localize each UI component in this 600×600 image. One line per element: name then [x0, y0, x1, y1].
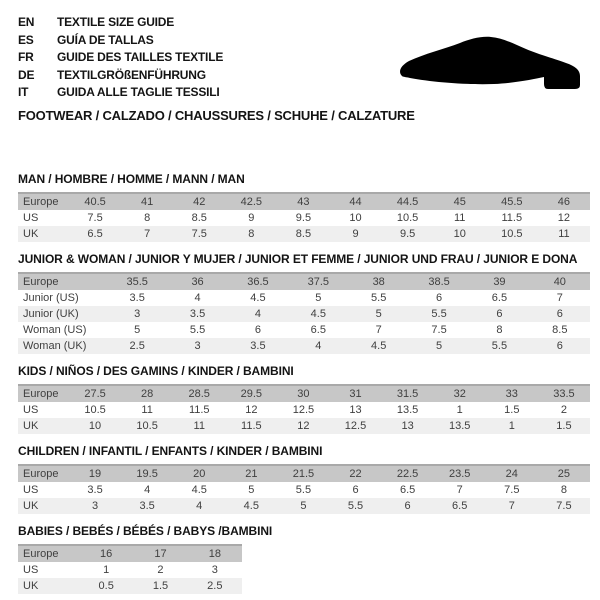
table-row	[18, 578, 242, 594]
size-cell: 33	[505, 387, 518, 400]
size-cell: 42	[193, 195, 206, 208]
language-title: TEXTILE SIZE GUIDE	[57, 15, 175, 29]
size-cell: 6	[436, 291, 443, 304]
row-label: Europe	[23, 195, 59, 208]
size-cell: 22	[349, 467, 362, 480]
size-table	[18, 464, 590, 514]
size-cell: 2.5	[207, 579, 223, 592]
size-table-section	[18, 524, 600, 594]
size-cell: 12	[557, 211, 571, 224]
size-cell: 10	[453, 227, 466, 240]
size-cell: 6.5	[87, 227, 103, 240]
size-cell: 40.5	[84, 195, 106, 208]
size-cell: 45	[453, 195, 466, 208]
size-cell: 7.5	[556, 499, 572, 512]
size-cell: 45.5	[501, 195, 523, 208]
row-label: UK	[23, 579, 39, 592]
size-cell: 43	[297, 195, 310, 208]
row-label: Europe	[23, 467, 59, 480]
size-cell: 9	[352, 227, 359, 240]
size-cell: 4.5	[371, 339, 387, 352]
table-title: MAN / HOMBRE / HOMME / MANN / MAN	[18, 171, 245, 186]
row-label: Europe	[23, 387, 59, 400]
size-cell: 10.5	[501, 227, 523, 240]
row-label: Junior (UK)	[23, 307, 79, 320]
size-cell: 10.5	[84, 403, 106, 416]
size-cell: 41	[141, 195, 154, 208]
size-cell: 7.5	[431, 323, 447, 336]
size-cell: 11.5	[188, 403, 210, 416]
size-cell: 3.5	[250, 339, 266, 352]
language-title: GUIDE DES TAILLES TEXTILE	[57, 50, 224, 64]
size-cell: 5.5	[189, 323, 206, 336]
size-cell: 37.5	[307, 275, 330, 288]
size-cell: 6	[254, 323, 261, 336]
table-row	[18, 290, 590, 306]
size-cell: 2	[157, 563, 164, 576]
size-cell: 46	[557, 195, 571, 208]
size-cell: 25	[557, 467, 571, 480]
size-cell: 12.5	[292, 403, 315, 416]
row-label: US	[23, 483, 39, 496]
size-cell: 31.5	[396, 387, 419, 400]
size-cell: 1.5	[556, 419, 572, 432]
size-cell: 4	[194, 291, 201, 304]
size-cell: 6.5	[310, 323, 326, 336]
size-cell: 44	[349, 195, 362, 208]
size-cell: 24	[505, 467, 518, 480]
size-cell: 23.5	[448, 467, 471, 480]
size-cell: 12.5	[344, 419, 367, 432]
size-cell: 21.5	[292, 467, 315, 480]
size-tables	[18, 172, 600, 594]
size-cell: 44.5	[396, 195, 419, 208]
size-cell: 19.5	[136, 467, 158, 480]
size-cell: 6	[556, 339, 563, 352]
size-cell: 5	[375, 307, 382, 320]
size-table-section	[18, 252, 600, 354]
category-line: FOOTWEAR / CALZADO / CHAUSSURES / SCHUHE / CALZATURE	[18, 107, 415, 123]
language-row	[18, 14, 600, 32]
row-label: Junior (US)	[23, 291, 79, 304]
size-cell: 8	[560, 483, 567, 496]
size-cell: 6.5	[491, 291, 508, 304]
size-cell: 3	[211, 563, 218, 576]
table-title: BABIES / BEBÉS / BÉBÉS / BABYS /BAMBINI	[18, 523, 273, 538]
size-cell: 4.5	[250, 291, 266, 304]
language-title: GUÍA DE TALLAS	[57, 32, 154, 47]
size-table-section	[18, 364, 600, 434]
size-cell: 40	[553, 275, 566, 288]
size-cell: 11	[193, 419, 205, 432]
language-code: ES	[18, 32, 34, 47]
size-cell: 19	[88, 467, 102, 480]
table-row	[18, 402, 590, 418]
size-cell: 1.5	[152, 579, 169, 592]
size-cell: 10.5	[396, 211, 419, 224]
size-cell: 5	[315, 291, 322, 304]
size-cell: 3	[134, 307, 141, 320]
size-cell: 5.5	[371, 291, 387, 304]
size-table-section	[18, 444, 600, 514]
size-table	[18, 272, 590, 354]
size-cell: 29.5	[240, 387, 263, 400]
size-cell: 21	[245, 467, 258, 480]
size-table	[18, 544, 242, 594]
size-cell: 3.5	[139, 499, 155, 512]
size-cell: 3.5	[129, 291, 145, 304]
size-cell: 31	[349, 387, 362, 400]
size-cell: 38.5	[428, 275, 450, 288]
size-cell: 11.5	[501, 211, 523, 224]
size-cell: 36	[191, 275, 204, 288]
size-cell: 12	[245, 403, 258, 416]
size-cell: 12	[297, 419, 310, 432]
size-cell: 6	[496, 307, 503, 320]
size-cell: 5	[248, 483, 255, 496]
language-code: EN	[18, 15, 35, 29]
table-row	[18, 418, 590, 434]
table-row	[18, 226, 590, 242]
size-table-section	[18, 172, 600, 242]
row-label: US	[23, 403, 39, 416]
size-cell: 27.5	[84, 387, 106, 400]
size-cell: 5	[436, 339, 443, 352]
size-cell: 22.5	[396, 467, 419, 480]
size-cell: 36.5	[247, 275, 269, 288]
language-code: DE	[18, 67, 35, 82]
size-cell: 1	[103, 563, 110, 576]
size-cell: 10	[88, 419, 102, 432]
size-table	[18, 192, 590, 242]
table-row	[18, 210, 590, 226]
table-title: JUNIOR & WOMAN / JUNIOR Y MUJER / JUNIOR ET FEMME / JUNIOR UND FRAU / JUNIOR E DONA	[18, 251, 578, 266]
size-cell: 38	[372, 275, 385, 288]
row-label: US	[23, 563, 39, 576]
table-row	[18, 322, 590, 338]
size-cell: 8.5	[552, 323, 568, 336]
row-label: Europe	[23, 275, 59, 288]
size-cell: 5	[300, 499, 307, 512]
size-cell: 7	[144, 227, 151, 240]
size-cell: 28.5	[188, 387, 210, 400]
size-cell: 17	[154, 547, 167, 560]
size-cell: 11	[453, 211, 466, 224]
size-cell: 1	[508, 419, 515, 432]
row-label: Woman (US)	[23, 323, 87, 336]
size-cell: 9.5	[399, 227, 416, 240]
row-label: Woman (UK)	[23, 339, 87, 352]
size-cell: 5.5	[295, 483, 312, 496]
size-cell: 4	[315, 339, 322, 352]
size-cell: 4.5	[243, 499, 259, 512]
size-cell: 6	[352, 483, 359, 496]
size-cell: 3	[91, 499, 99, 512]
size-cell: 4	[254, 307, 261, 320]
size-cell: 2.5	[129, 339, 145, 352]
size-cell: 9.5	[295, 211, 312, 224]
size-cell: 9	[248, 211, 255, 224]
size-cell: 6	[404, 499, 411, 512]
size-cell: 8	[248, 227, 255, 240]
language-title: TEXTILGRÖßENFÜHRUNG	[57, 67, 206, 82]
size-cell: 33.5	[553, 387, 575, 400]
size-cell: 7	[375, 323, 382, 336]
size-cell: 13.5	[448, 419, 471, 432]
table-row	[18, 338, 590, 354]
size-cell: 20	[193, 467, 206, 480]
size-cell: 35.5	[126, 275, 148, 288]
table-row	[18, 273, 590, 290]
size-cell: 1.5	[504, 403, 520, 416]
size-cell: 11.5	[241, 419, 262, 432]
size-cell: 7	[556, 291, 563, 304]
size-cell: 32	[453, 387, 466, 400]
size-cell: 7.5	[191, 227, 207, 240]
size-cell: 5.5	[347, 499, 364, 512]
size-cell: 11	[141, 403, 153, 416]
language-code: FR	[18, 50, 34, 64]
size-cell: 6	[556, 307, 563, 320]
row-label: UK	[23, 419, 39, 432]
size-cell: 3.5	[189, 307, 206, 320]
table-title: CHILDREN / INFANTIL / ENFANTS / KINDER / BAMBINI	[18, 443, 323, 458]
shoe-icon	[396, 30, 586, 98]
size-cell: 5.5	[431, 307, 447, 320]
size-cell: 42.5	[240, 195, 263, 208]
size-cell: 3	[194, 339, 201, 352]
size-cell: 28	[141, 387, 154, 400]
table-row	[18, 193, 590, 210]
size-cell: 18	[208, 547, 221, 560]
size-cell: 8	[144, 211, 151, 224]
size-cell: 13	[401, 419, 414, 432]
size-cell: 16	[100, 547, 113, 560]
size-cell: 5.5	[491, 339, 508, 352]
size-cell: 10	[349, 211, 362, 224]
size-cell: 6.5	[452, 499, 468, 512]
size-cell: 4.5	[310, 307, 326, 320]
size-cell: 3.5	[87, 483, 103, 496]
size-cell: 7	[456, 483, 463, 496]
size-cell: 1	[456, 403, 463, 416]
row-label: UK	[23, 499, 39, 512]
size-cell: 5	[134, 323, 141, 336]
size-cell: 30	[297, 387, 310, 400]
size-cell: 2	[560, 403, 567, 416]
size-cell: 39	[493, 275, 506, 288]
size-cell: 8.5	[191, 211, 207, 224]
language-title: GUIDA ALLE TAGLIE TESSILI	[57, 85, 220, 99]
size-cell: 4	[196, 499, 203, 512]
table-row	[18, 545, 242, 562]
size-cell: 4.5	[191, 483, 207, 496]
row-label: UK	[23, 227, 39, 240]
size-table	[18, 384, 590, 434]
size-cell: 13.5	[396, 403, 419, 416]
language-code: IT	[18, 85, 29, 99]
row-label: US	[23, 211, 39, 224]
size-cell: 13	[349, 403, 362, 416]
size-cell: 8	[496, 323, 503, 336]
size-cell: 4	[144, 483, 151, 496]
size-cell: 7	[508, 499, 515, 512]
table-row	[18, 465, 590, 482]
size-cell: 0.5	[98, 579, 114, 592]
size-cell: 8.5	[295, 227, 312, 240]
table-row	[18, 306, 590, 322]
table-row	[18, 498, 590, 514]
size-cell: 7.5	[87, 211, 103, 224]
size-cell: 11	[558, 227, 570, 240]
size-cell: 7.5	[504, 483, 520, 496]
table-row	[18, 562, 242, 578]
table-title: KIDS / NIÑOS / DES GAMINS / KINDER / BAMBINI	[18, 363, 294, 378]
table-row	[18, 385, 590, 402]
row-label: Europe	[23, 547, 59, 560]
size-cell: 6.5	[399, 483, 416, 496]
size-cell: 10.5	[136, 419, 158, 432]
table-row	[18, 482, 590, 498]
